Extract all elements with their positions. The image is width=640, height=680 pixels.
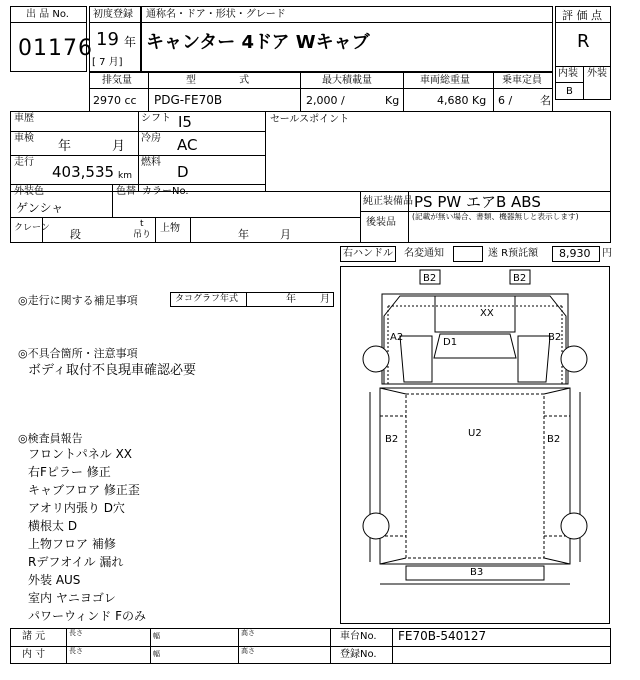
standard-equipment: PS PW エアB ABS	[414, 193, 541, 211]
fuel: D	[177, 163, 189, 181]
defects-text: ボディ取付不良現車確認必要	[28, 363, 196, 378]
crane-label: クレーン	[14, 223, 50, 233]
truck-diagram	[340, 266, 610, 624]
aftermarket-note: (記載が無い場合、書類、機器無しと表示します)	[412, 213, 579, 222]
ac: AC	[177, 136, 198, 154]
upper-label: 上物	[160, 223, 180, 234]
rule	[10, 191, 611, 192]
damage-label: B2	[423, 273, 437, 284]
damage-label: D1	[443, 337, 458, 348]
exterior-color: ゲンシャ	[16, 201, 64, 215]
lot-no-label: 出 品 No.	[26, 9, 69, 20]
rule	[138, 111, 139, 191]
list-item: キャブフロア 修正歪	[28, 483, 140, 497]
capacity-unit: 名	[540, 94, 551, 107]
front-left-wheel	[363, 346, 389, 372]
width-label: 幅	[153, 632, 160, 640]
rule	[392, 628, 393, 664]
rule	[89, 88, 553, 89]
list-item: Rデフオイル 漏れ	[28, 555, 124, 569]
cargo-floor	[406, 394, 544, 558]
chassis-no-label: 車台No.	[340, 631, 377, 642]
list-item: フロントパネル XX	[28, 447, 133, 461]
rule	[330, 628, 331, 664]
max-load-unit: Kg	[385, 94, 400, 107]
steering: 右ハンドル	[343, 248, 393, 259]
max-load: 2,000 /	[306, 94, 345, 107]
registration-no-label: 登録No.	[340, 649, 377, 660]
rule	[89, 22, 141, 23]
interior-label: 内装	[558, 68, 578, 79]
name-change-label: 名変通知	[404, 248, 444, 259]
fuel-label: 燃料	[141, 157, 161, 168]
rule	[246, 292, 247, 307]
rule	[493, 72, 494, 112]
rule	[10, 217, 360, 218]
max-load-label: 最大積載量	[322, 75, 372, 86]
first-reg-month: [ 7 月]	[92, 57, 123, 68]
damage-label: B3	[470, 567, 484, 578]
displacement-label: 排気量	[102, 75, 132, 86]
crane-ton: t	[140, 219, 144, 229]
rule	[148, 72, 149, 112]
list-item: 横根太 D	[28, 519, 78, 533]
tachograph-year: 年	[286, 294, 296, 305]
chassis-no: FE70B-540127	[398, 629, 487, 643]
standard-equipment-label: 純正装備品	[363, 196, 413, 207]
name-change-box	[453, 246, 483, 262]
mileage: 403,535	[52, 163, 115, 181]
first-reg-label: 初度登録	[93, 9, 133, 20]
capacity-label: 乗車定員	[502, 75, 542, 86]
cab-roof	[384, 296, 566, 384]
rule	[66, 628, 67, 664]
inspection-year: 年	[58, 139, 72, 154]
exterior-color-label: 外装色	[14, 186, 44, 197]
rule	[150, 628, 151, 664]
list-item: 室内 ヤニヨゴレ	[28, 591, 116, 605]
damage-label: U2	[468, 428, 482, 439]
ac-label: 冷房	[141, 133, 161, 144]
history-label: 車歴	[14, 113, 34, 124]
lot-no: 01176	[18, 36, 93, 61]
damage-label: B2	[385, 434, 399, 445]
upper-year: 年	[238, 228, 249, 241]
rule	[360, 191, 361, 243]
inspection-month: 月	[112, 139, 126, 154]
length-label: 長さ	[69, 629, 83, 637]
tachograph-label: タコグラフ年式	[175, 294, 239, 304]
cargo-bed	[380, 388, 570, 564]
height-label: 高さ	[241, 647, 255, 655]
mileage-unit: km	[118, 171, 132, 181]
shift-label: シフト	[141, 113, 171, 124]
rule	[238, 628, 239, 664]
list-item: 外装 AUS	[28, 573, 81, 587]
displacement: 2970 cc	[93, 94, 137, 107]
damage-label: B2	[548, 332, 562, 343]
cab-outline	[382, 294, 568, 384]
rule	[555, 22, 611, 23]
rule	[10, 646, 611, 647]
damage-label: B2	[547, 434, 561, 445]
rule	[10, 184, 265, 185]
inspection-label: 車検	[14, 133, 34, 144]
rule	[112, 184, 113, 217]
color-no-label: 色替	[116, 186, 136, 197]
repair-label: 迷 R预託額	[488, 248, 539, 259]
upper-month: 月	[280, 228, 291, 241]
rule	[555, 82, 583, 83]
model-name: キャンター 4ドア Wキャブ	[146, 32, 370, 53]
height-label: 高さ	[241, 629, 255, 637]
deposit: 8,930	[559, 247, 591, 260]
rule	[403, 72, 404, 112]
inspector-title: ◎検査員報告	[18, 432, 83, 445]
tachograph-month: 月	[320, 294, 330, 305]
rule	[190, 217, 191, 243]
list-item: パワーウィンド Fのみ	[28, 609, 146, 623]
rear-left-wheel	[363, 513, 389, 539]
defects-title: ◎不具合箇所・注意事項	[18, 347, 138, 360]
gross-weight: 4,680 Kg	[437, 94, 487, 107]
rating-label: 評 価 点	[562, 9, 602, 22]
damage-label: B2	[513, 273, 527, 284]
crane-hang: 吊り	[133, 230, 152, 240]
length-label: 長さ	[69, 647, 83, 655]
list-item: アオリ内張り D穴	[28, 501, 125, 515]
rule	[155, 217, 156, 243]
rule	[10, 22, 87, 23]
model-name-label: 通称名・ドア・形状・グレード	[146, 9, 286, 20]
rule	[10, 155, 265, 156]
interior-dimensions-label: 内 寸	[22, 649, 46, 660]
width-label: 幅	[153, 650, 160, 658]
left-door	[400, 336, 432, 382]
model-code: PDG-FE70B	[154, 93, 223, 107]
rule	[583, 66, 584, 100]
rule	[141, 22, 553, 23]
rear-right-wheel	[561, 513, 587, 539]
crane-stage: 段	[70, 228, 81, 241]
sales-points-label: セールスポイント	[270, 114, 350, 125]
damage-label: XX	[480, 308, 494, 319]
first-reg-year: 19	[96, 29, 119, 50]
capacity: 6 /	[498, 94, 513, 107]
model-code-label: 型 式	[186, 75, 250, 86]
list-item: 上物フロア 補修	[28, 537, 116, 551]
dimensions-label: 諸 元	[22, 631, 46, 642]
supplement-title: ◎走行に関する補足事項	[18, 294, 138, 307]
rule	[300, 72, 301, 112]
rating: R	[577, 31, 590, 52]
shift: I5	[178, 113, 192, 131]
front-right-wheel	[561, 346, 587, 372]
gross-weight-label: 車両総重量	[420, 75, 470, 86]
damage-label: A2	[390, 332, 404, 343]
list-item: 右Fピラー 修正	[28, 465, 111, 479]
rule	[265, 111, 266, 191]
cab-top	[435, 296, 515, 332]
rule	[360, 211, 611, 212]
rule	[10, 131, 265, 132]
color-number-label: カラーNo.	[142, 186, 189, 197]
exterior-label: 外装	[587, 68, 607, 79]
first-reg-year-unit: 年	[124, 35, 137, 49]
right-door	[518, 336, 550, 382]
aftermarket-label: 後装品	[366, 217, 396, 228]
interior-grade: B	[566, 86, 573, 97]
mileage-label: 走行	[14, 157, 34, 168]
yen: 円	[602, 248, 612, 259]
